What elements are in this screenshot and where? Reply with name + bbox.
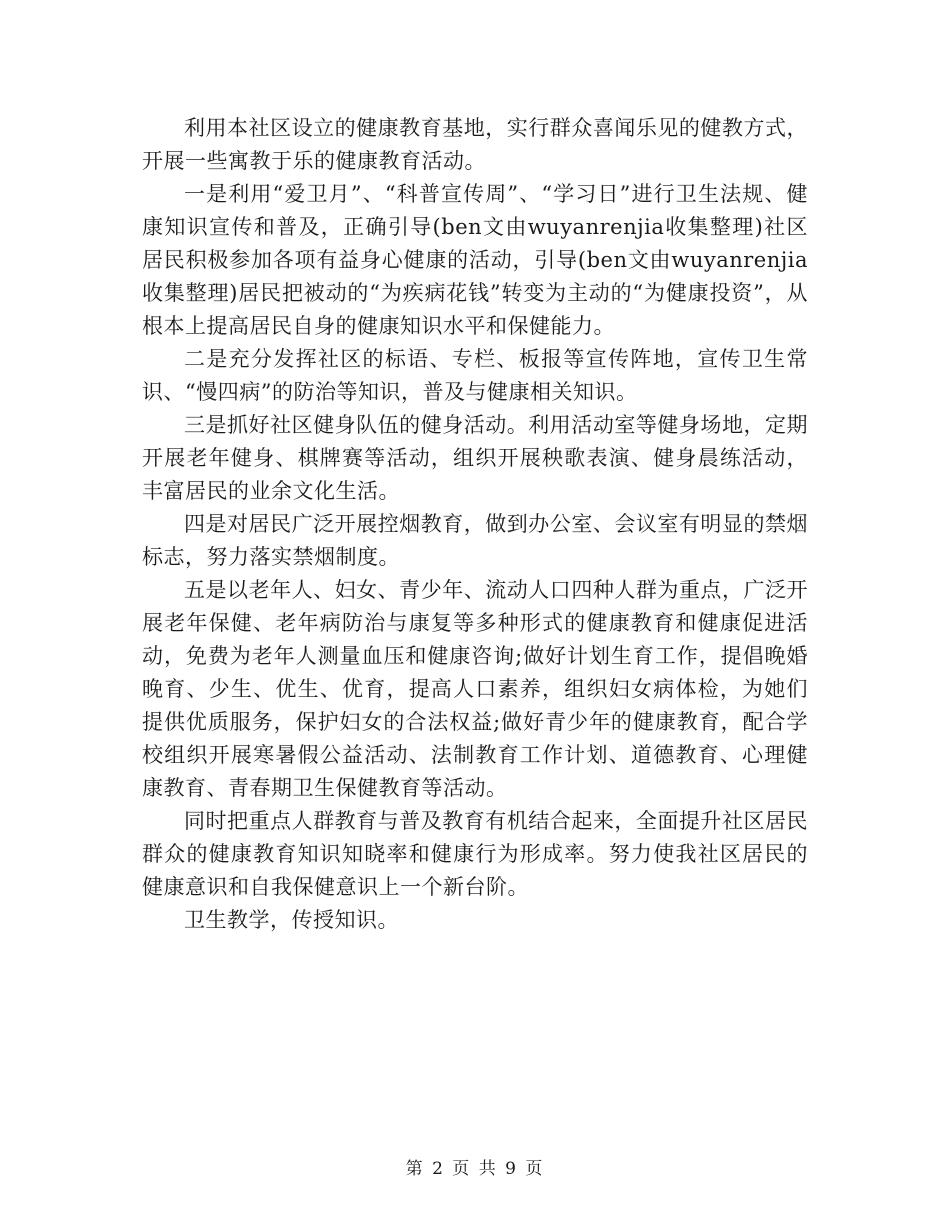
paragraph-1: 利用本社区设立的健康教育基地，实行群众喜闻乐见的健教方式，开展一些寓教于乐的健康教育活动。 xyxy=(142,116,808,173)
paragraph-7: 同时把重点人群教育与普及教育有机结合起来，全面提升社区居民群众的健康教育知识知晓率和健康行为形成率。努力使我社区居民的健康意识和自我保健意识上一个新台阶。 xyxy=(142,809,808,899)
paragraph-8: 卫生教学，传授知识。 xyxy=(184,908,399,932)
paragraph-2: 一是利用“爱卫月”、“科普宣传周”、“学习日”进行卫生法规、健康知识宣传和普及，正确引导(ben文由wuyanrenjia收集整理)社区居民积极参加各项有益身心健康的活动，引导(ben文由wuyanrenjia收集整理)居民把被动的“为疾病花钱”转变为主动的“为健康投资”，从根本上提高居民自身的健康知识水平和保健能力。 xyxy=(142,182,808,338)
paragraph-4: 三是抓好社区健身队伍的健身活动。利用活动室等健身场地，定期开展老年健身、棋牌赛等活动，组织开展秧歌表演、健身晨练活动，丰富居民的业余文化生活。 xyxy=(142,413,808,503)
page-number-footer: 第 2 页 共 9 页 xyxy=(405,1159,545,1179)
paragraph-3: 二是充分发挥社区的标语、专栏、板报等宣传阵地，宣传卫生常识、“慢四病”的防治等知识，普及与健康相关知识。 xyxy=(142,347,808,404)
paragraph-5: 四是对居民广泛开展控烟教育，做到办公室、会议室有明显的禁烟标志，努力落实禁烟制度。 xyxy=(142,512,808,569)
document-body xyxy=(142,112,808,937)
paragraph-6: 五是以老年人、妇女、青少年、流动人口四种人群为重点，广泛开展老年保健、老年病防治与康复等多种形式的健康教育和健康促进活动，免费为老年人测量血压和健康咨询;做好计划生育工作，提倡晚婚晚育、少生、优生、优育，提高人口素养，组织妇女病体检，为她们提供优质服务，保护妇女的合法权益;做好青少年的健康教育，配合学校组织开展寒暑假公益活动、法制教育工作计划、道德教育、心理健康教育、青春期卫生保健教育等活动。 xyxy=(142,578,808,800)
